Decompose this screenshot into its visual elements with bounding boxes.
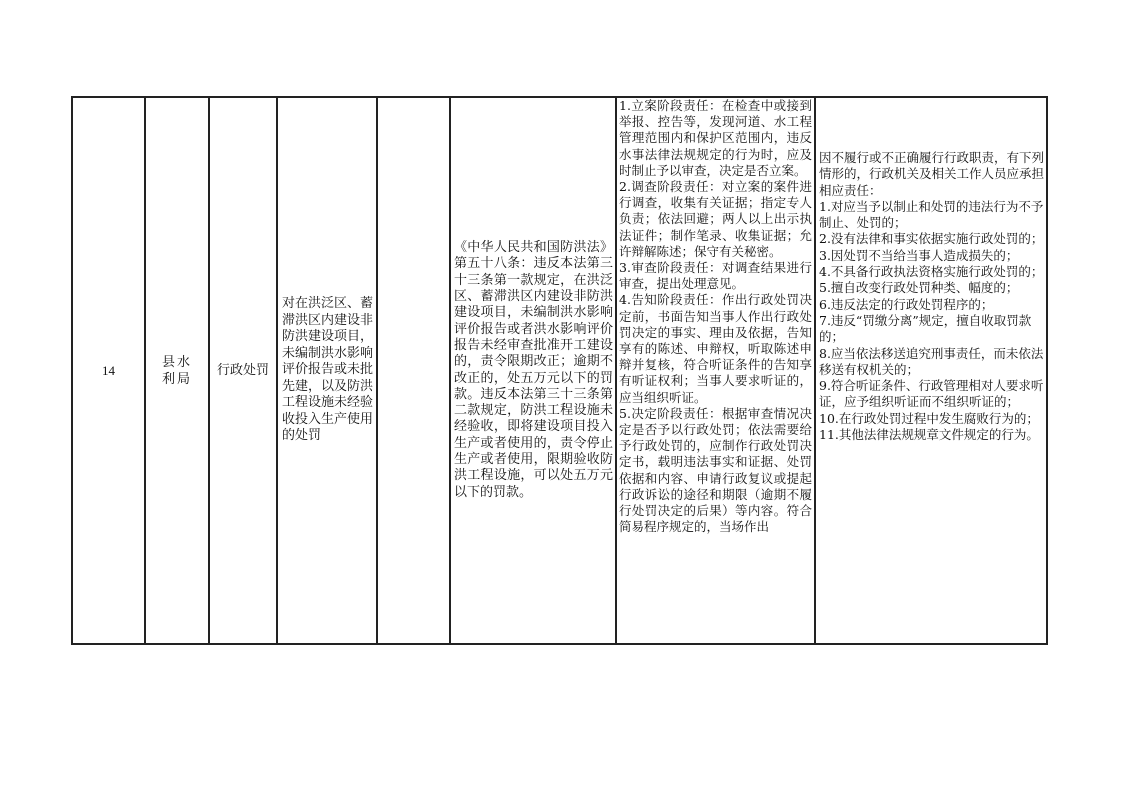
row-number: 14 xyxy=(102,362,115,378)
power-list-table xyxy=(71,96,1048,645)
liability-item: 2.没有法律和事实依据实施行政处罚的； xyxy=(819,231,1044,247)
sub-item-cell xyxy=(377,97,450,644)
row-number-cell xyxy=(72,97,145,644)
basis-cell xyxy=(450,97,616,644)
liability-cell xyxy=(815,97,1047,644)
category-cell xyxy=(209,97,277,644)
liability-item: 1.对应当予以制止和处罚的违法行为不予制止、处罚的； xyxy=(819,198,1044,231)
department-cell xyxy=(145,97,209,644)
power-category: 行政处罚 xyxy=(216,363,269,378)
responsibility-item: 1.立案阶段责任：在检查中或接到举报、控告等，发现河道、水工程管理范围内和保护区范围内，违反水事法律法规规定的行为时，应及时制止予以审查，决定是否立案。 xyxy=(619,98,812,178)
liability-list xyxy=(816,98,1046,443)
liability-item: 3.因处罚不当给当事人造成损失的； xyxy=(819,247,1019,263)
liability-item: 8.应当依法移送追究刑事责任，而未依法移送有权机关的； xyxy=(819,345,1044,377)
legal-basis: 《中华人民共和国防洪法》第五十八条：违反本法第三十三条第一款规定，在洪泛区、蓄滞洪区内建设非防洪建设项目，未编制洪水影响评价报告或者洪水影响评价报告未经审查批准开工建设的，责令限期改正；逾期不改正的，处五万元以下的罚款。违反本法第三十三条第二款规定，防洪工程设施未经验收，即将建设项目投入生产或者使用的，责令停止生产或者使用，限期验收防洪工程设施，可以处五万元以下的罚款。 xyxy=(454,240,613,500)
power-item-name: 对在洪泛区、蓄滞洪区内建设非防洪建设项目，未编制洪水影响评价报告或未批先建，以及防洪工程设施未经验收投入生产使用的处罚 xyxy=(282,296,374,444)
responsibility-item: 5.决定阶段责任：根据审查情况决定是否予以行政处罚；依法需要给予行政处罚的，应制作行政处罚决定书，载明违法事实和证据、处罚依据和内容、申请行政复议或提起行政诉讼的途径和期限（逾期不履行处罚决定的后果）等内容。符合简易程序规定的，当场作出 xyxy=(619,405,812,535)
liability-item: 7.违反“罚缴分离”规定，擅自收取罚款的； xyxy=(819,312,1032,345)
responsibility-item: 4.告知阶段责任：作出行政处罚决定前，书面告知当事人作出行政处罚决定的事实、理由及依据，告知享有的陈述、申辩权，听取陈述申辩并复核，符合听证条件的告知享有听证权利；当事人要求听证的，应当组织听证。 xyxy=(619,292,812,405)
liability-item: 9.符合听证条件、行政管理相对人要求听证，应予组织听证而不组织听证的； xyxy=(819,378,1044,410)
liability-item: 4.不具备行政执法资格实施行政处罚的； xyxy=(819,264,1044,280)
liability-item: 6.违反法定的行政处罚程序的； xyxy=(819,296,994,312)
liability-item: 5.擅自改变行政处罚种类、幅度的； xyxy=(819,280,1019,296)
department-name: 县水利局 xyxy=(161,354,192,387)
responsibility-item: 2.调查阶段责任：对立案的案件进行调查，收集有关证据；指定专人负责；依法回避；两人以上出示执法证件；制作笔录、收集证据；允许辩解陈述；保守有关秘密。 xyxy=(619,179,812,259)
table-row xyxy=(72,97,1047,644)
liability-intro: 因不履行或不正确履行行政职责，有下列情形的，行政机关及相关工作人员应承担相应责任： xyxy=(819,150,1045,198)
liability-item: 10.在行政处罚过程中发生腐败行为的； xyxy=(819,410,1039,426)
item-cell xyxy=(277,97,377,644)
responsibility-list xyxy=(617,98,814,535)
responsibility-cell xyxy=(616,97,815,644)
liability-item: 11.其他法律法规规章文件规定的行为。 xyxy=(819,427,1039,443)
responsibility-item: 3.审查阶段责任：对调查结果进行审查，提出处理意见。 xyxy=(619,260,812,292)
